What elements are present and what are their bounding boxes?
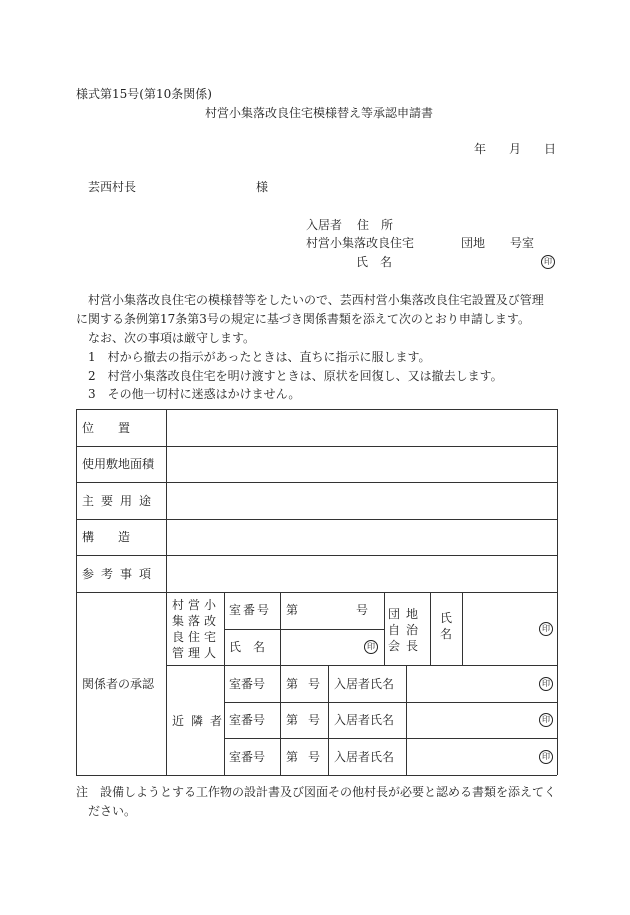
applicant-name-label: 氏 名: [356, 255, 393, 269]
neighbor-3-dai: 第: [286, 750, 299, 764]
form-number: 様式第15号(第10条関係): [76, 87, 212, 101]
addressee-name: 芸西村長: [88, 180, 137, 194]
neighbor-1-dai: 第: [286, 677, 299, 691]
manager-dai: 第: [286, 603, 299, 617]
row-label-structure: 構 造: [82, 530, 131, 544]
neighbor-2-resident-label: 入居者氏名: [334, 713, 395, 727]
applicant-room-label: 号室: [510, 236, 535, 250]
applicant-seal-icon: 印: [541, 255, 555, 269]
applicant-label: 入居者: [306, 218, 343, 232]
application-table: [76, 409, 557, 775]
date-day: 日: [544, 142, 557, 156]
manager-go: 号: [356, 603, 369, 617]
neighbor-1-resident-label: 入居者氏名: [334, 677, 395, 691]
neighbor-2-room-label: 室番号: [229, 713, 266, 727]
document-title: 村営小集落改良住宅模様替え等承認申請書: [205, 106, 434, 120]
manager-seal-icon: 印: [364, 640, 378, 654]
manager-label: 村営小集落改良住宅管理人: [172, 598, 221, 660]
row-label-site-area: 使用敷地面積: [82, 457, 155, 471]
body-line-2: に関する条例第17条第3号の規定に基づき関係書類を添えて次のとおり申請します。: [76, 312, 530, 326]
row-label-reference: 参考事項: [82, 567, 159, 581]
body-item-2: 2 村営小集落改良住宅を明け渡すときは、原状を回復し、又は撤去します。: [88, 369, 503, 383]
neighbor-2-seal-icon: 印: [539, 713, 553, 727]
neighbor-1-room-label: 室番号: [229, 677, 266, 691]
note-line-2: ださい。: [88, 804, 137, 818]
manager-room-label: 室番号: [229, 603, 272, 617]
neighbor-2-go: 号: [308, 713, 321, 727]
applicant-housing-label: 村営小集落改良住宅: [306, 236, 415, 250]
neighbor-2-dai: 第: [286, 713, 299, 727]
neighbor-3-resident-label: 入居者氏名: [334, 750, 395, 764]
chief-shimei-label: 氏名: [440, 611, 453, 641]
addressee-honorific: 様: [256, 180, 269, 194]
neighbor-label: 近隣者: [172, 714, 230, 728]
danchi-chief-label: 団地自治会長: [388, 607, 425, 653]
row-label-main-use: 主要用途: [82, 494, 159, 508]
approval-label: 関係者の承認: [82, 677, 155, 691]
applicant-danchi-label: 団地: [461, 236, 486, 250]
manager-name-label: 氏 名: [229, 640, 266, 654]
body-line-1: 村営小集落改良住宅の模様替等をしたいので、芸西村営小集落改良住宅設置及び管理: [88, 293, 544, 307]
applicant-address-label: 住 所: [357, 218, 394, 232]
row-label-location: 位 置: [82, 421, 131, 435]
note-line-1: 注 設備しようとする工作物の設計書及び図面その他村長が必要と認める書類を添えてく: [76, 785, 557, 799]
neighbor-3-room-label: 室番号: [229, 750, 266, 764]
neighbor-3-seal-icon: 印: [539, 750, 553, 764]
date-year: 年: [474, 142, 487, 156]
body-item-3: 3 その他一切村に迷惑はかけません。: [88, 387, 301, 401]
body-item-1: 1 村から撤去の指示があったときは、直ちに指示に服します。: [88, 350, 431, 364]
body-line-3: なお、次の事項は厳守します。: [88, 331, 256, 345]
neighbor-1-seal-icon: 印: [539, 677, 553, 691]
neighbor-3-go: 号: [308, 750, 321, 764]
date-month: 月: [509, 142, 522, 156]
chief-seal-icon: 印: [539, 622, 553, 636]
neighbor-1-go: 号: [308, 677, 321, 691]
